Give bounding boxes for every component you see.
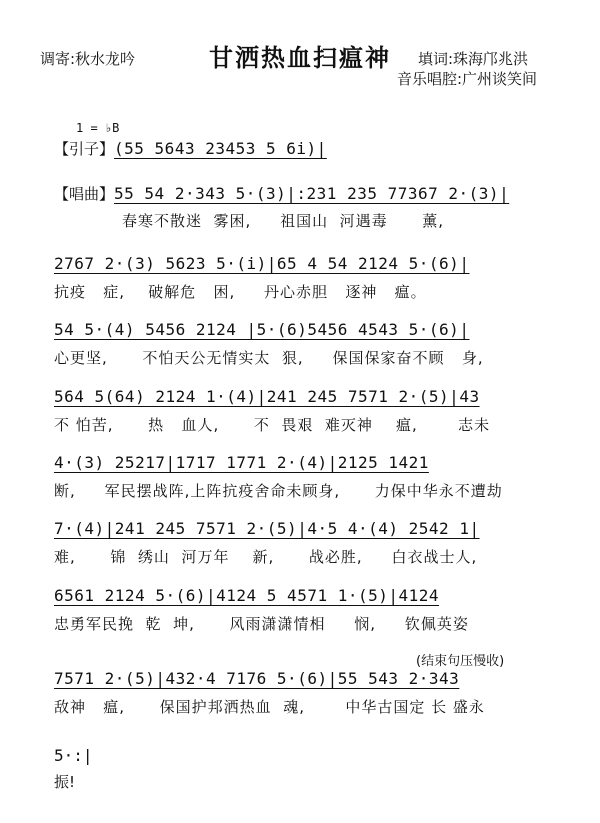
intro-label: 【引子】 [54,140,115,158]
notation-text: 55 54 2·343 5·(3)|:231 235 77367 2·(3)| [114,184,510,203]
ending-annotation: (结束句压慢收) [416,654,505,669]
notation-row: 2767 2·(3) 5623 5·(i)|65 4 54 2124 5·(6)| [54,254,470,273]
notation-row: 7·(4)|241 245 7571 2·(5)|4·5 4·(4) 2542 1| [54,519,480,538]
notation-row: 7571 2·(5)|432·4 7176 5·(6)|55 543 2·343 [54,669,460,688]
notation-row: 564 5(64) 2124 1·(4)|241 245 7571 2·(5)|43 [54,387,480,406]
key-signature: 1 = ♭B [76,121,120,135]
score-line [54,669,579,719]
lyric-row: 心更坚, 不怕天公无情实太 狠, 保国保家奋不顾 身, [54,349,484,367]
score-line [54,183,579,233]
lyric-row: 春寒不散迷 雾困, 祖国山 河遇毒 薰, [122,212,445,230]
tune-name: 调寄:秋水龙吟 [40,50,136,68]
notation-row: 6561 2124 5·(6)|4124 5 4571 1·(5)|4124 [54,586,440,605]
lyric-row: 不 怕苦, 热 血人, 不 畏艰 难灭神 瘟, 志未 [54,416,491,434]
lyricist-credit: 填词:珠海邝兆洪 [418,50,529,68]
final-lyric: 振! [54,773,76,791]
lyric-row: 难, 锦 绣山 河万年 新, 战必胜, 白衣战士人, [54,548,478,566]
notation-row: 54 5·(4) 5456 2124 |5·(6)5456 4543 5·(6)| [54,320,470,339]
page-title: 甘洒热血扫瘟神 [209,44,391,72]
score-line [54,254,579,304]
score-line [54,320,579,370]
notation-row [54,183,579,204]
score-line [54,387,579,437]
lyric-row: 断, 军民摆战阵,上阵抗疫舍命未顾身, 力保中华永不遭劫 [54,482,503,500]
singer-credit: 音乐唱腔:广州谈笑间 [397,70,538,88]
notation-row [54,138,579,159]
lyric-row: 抗疫 症, 破解危 困, 丹心赤胆 逐神 瘟。 [54,283,427,301]
score-line [54,519,579,569]
sing-label: 【唱曲】 [54,185,115,203]
score-line [54,586,579,636]
lyric-row: 敌神 瘟, 保国护邦洒热血 魂, 中华古国定 长 盛永 [54,698,485,716]
notation-row: 4·(3) 25217|1717 1771 2·(4)|2125 1421 [54,453,429,472]
final-notation: 5·:| [54,746,93,765]
score-line [54,138,579,188]
notation-text: (55 5643 23453 5 6i)| [114,139,327,158]
score-line [54,453,579,503]
lyric-row: 忠勇军民挽 乾 坤, 风雨潇潇情相 悯, 钦佩英姿 [54,615,469,633]
